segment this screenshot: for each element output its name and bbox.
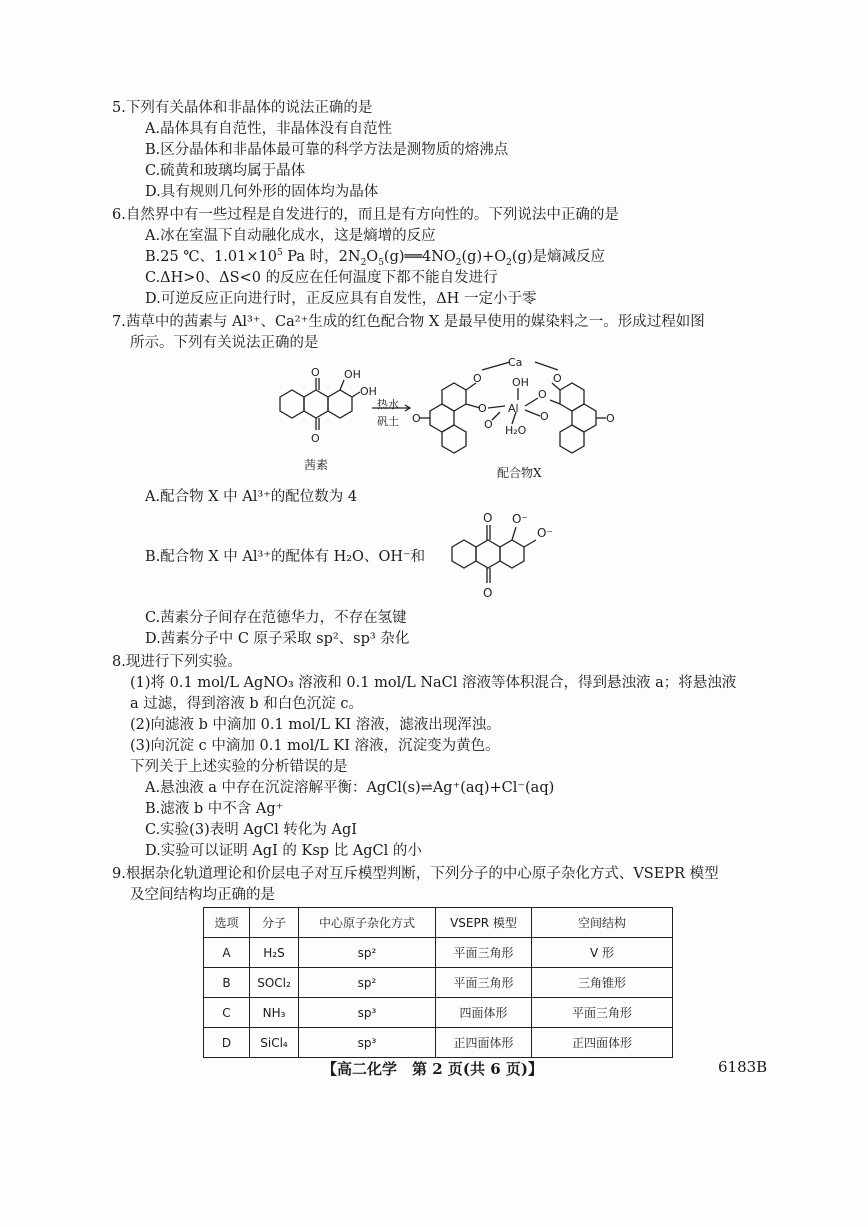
table-header: VSEPR 模型: [436, 908, 532, 938]
o-label: O: [538, 388, 547, 401]
q6-option-a: A.冰在室温下自动融化成水，这是熵增的反应: [145, 228, 436, 244]
o-label: O: [553, 372, 562, 385]
o-minus-label: O⁻: [512, 512, 528, 526]
q7-option-a: A.配合物 X 中 Al³⁺的配位数为 4: [145, 489, 358, 505]
o-label: O: [412, 412, 421, 425]
arrow-bottom-label: 矾土: [377, 415, 399, 428]
table-cell: sp³: [299, 998, 436, 1028]
q8-option-a: A.悬浊液 a 中存在沉淀溶解平衡：AgCl(s)⇌Ag⁺(aq)+Cl⁻(aq): [145, 780, 555, 796]
q6-b-sub: 2: [360, 257, 367, 268]
page-footer: 【高二化学 第 2 页(共 6 页)】: [322, 1060, 543, 1078]
table-cell: B: [204, 968, 250, 998]
table-cell: V 形: [532, 938, 673, 968]
q8-step1-cont: a 过滤，得到溶液 b 和白色沉淀 c。: [130, 696, 363, 712]
o-minus-label: O⁻: [537, 526, 553, 540]
table-cell: 平面三角形: [436, 968, 532, 998]
q8-option-d: D.实验可以证明 AgI 的 Ksp 比 AgCl 的小: [145, 843, 422, 859]
q6-b-part: (g)+O: [461, 249, 507, 265]
q8-step3: (3)向沉淀 c 中滴加 0.1 mol/L KI 溶液，沉淀变为黄色。: [130, 738, 500, 754]
hybridization-table: [203, 907, 673, 1058]
ligand-structure: [442, 507, 577, 607]
table-header: 中心原子杂化方式: [299, 908, 436, 938]
q7-option-c: C.茜素分子间存在范德华力，不存在氢键: [145, 610, 407, 626]
o-label: O: [311, 366, 320, 379]
q8-option-b: B.滤液 b 中不含 Ag⁺: [145, 801, 284, 817]
q8-stem: 8.现进行下列实验。: [112, 654, 242, 670]
q6-b-part: O: [366, 249, 379, 265]
q6-b-part: (g)══4NO: [383, 249, 456, 265]
table-cell: 四面体形: [436, 998, 532, 1028]
q8-option-c: C.实验(3)表明 AgCl 转化为 AgI: [145, 822, 358, 838]
o-label: O: [483, 511, 493, 525]
q6-b-sub: 5: [378, 257, 384, 268]
table-cell: 三角锥形: [532, 968, 673, 998]
oh-label: OH: [360, 385, 377, 398]
table-cell: 正四面体形: [436, 1028, 532, 1058]
complex-x-label: 配合物X: [497, 466, 542, 480]
q8-ask: 下列关于上述实验的分析错误的是: [130, 759, 348, 775]
table-cell: A: [204, 938, 250, 968]
o-label: O: [473, 372, 482, 385]
q7-option-d: D.茜素分子中 C 原子采取 sp²、sp³ 杂化: [145, 631, 410, 647]
table-row: [204, 1028, 673, 1058]
table-cell: sp²: [299, 938, 436, 968]
paper-code: 6183B: [718, 1058, 768, 1076]
o-label: O: [540, 410, 549, 423]
q5-stem: 5.下列有关晶体和非晶体的说法正确的是: [112, 100, 373, 116]
o-label: O: [484, 418, 493, 431]
q6-b-part: (g)是熵减反应: [511, 249, 605, 265]
o-label: O: [311, 432, 320, 445]
o-label: O: [606, 412, 615, 425]
q6-b-sub: 2: [455, 257, 462, 268]
table-cell: 平面三角形: [436, 938, 532, 968]
q5-option-c: C.硫黄和玻璃均属于晶体: [145, 163, 306, 179]
table-header: 空间结构: [532, 908, 673, 938]
oh-label: OH: [512, 376, 529, 389]
table-cell: SiCl₄: [250, 1028, 299, 1058]
table-cell: sp³: [299, 1028, 436, 1058]
q8-step1: (1)将 0.1 mol/L AgNO₃ 溶液和 0.1 mol/L NaCl 溶液等体积混合，得到悬浊液 a；将悬浊液: [130, 675, 737, 691]
q5-option-b: B.区分晶体和非晶体最可靠的科学方法是测物质的熔沸点: [145, 142, 509, 158]
table-cell: sp²: [299, 968, 436, 998]
q5-option-d: D.具有规则几何外形的固体均为晶体: [145, 184, 379, 200]
q6-stem: 6.自然界中有一些过程是自发进行的，而且是有方向性的。下列说法中正确的是: [112, 207, 619, 223]
table-row: [204, 938, 673, 968]
table-cell: NH₃: [250, 998, 299, 1028]
table-cell: H₂S: [250, 938, 299, 968]
q7-stem: 7.茜草中的茜素与 Al³⁺、Ca²⁺生成的红色配合物 X 是最早使用的媒染料之一。形成过程如图: [112, 314, 705, 330]
table-cell: SOCl₂: [250, 968, 299, 998]
al-label: Al: [508, 402, 519, 415]
oh-label: OH: [344, 368, 361, 381]
q9-stem: 9.根据杂化轨道理论和价层电子对互斥模型判断，下列分子的中心原子杂化方式、VSEPR 模型: [112, 866, 719, 882]
q5-option-a: A.晶体具有自范性，非晶体没有自范性: [145, 121, 393, 137]
table-header-row: [204, 908, 673, 938]
table-cell: C: [204, 998, 250, 1028]
table-cell: 正四面体形: [532, 1028, 673, 1058]
o-label: O: [478, 402, 487, 415]
table-row: [204, 998, 673, 1028]
table-cell: D: [204, 1028, 250, 1058]
q6-b-sub: 2: [506, 257, 512, 268]
q7-stem-cont: 所示。下列有关说法正确的是: [130, 335, 319, 351]
q8-step2: (2)向滤液 b 中滴加 0.1 mol/L KI 溶液，滤液出现浑浊。: [130, 717, 501, 733]
q6-b-part: B.25 ℃、1.01×10: [145, 249, 277, 265]
table-header: 分子: [250, 908, 299, 938]
o-label: O: [483, 586, 493, 600]
q6-b-sup: 5: [276, 248, 283, 259]
table-header: 选项: [204, 908, 250, 938]
q7-option-b: B.配合物 X 中 Al³⁺的配体有 H₂O、OH⁻和: [145, 549, 426, 565]
alizarin-label: 茜素: [304, 458, 329, 472]
q6-b-part: Pa 时，2N: [282, 249, 361, 265]
q6-option-c: C.ΔH>0、ΔS<0 的反应在任何温度下都不能自发进行: [145, 270, 498, 286]
q9-stem-cont: 及空间结构均正确的是: [130, 887, 275, 903]
h2o-label: H₂O: [505, 424, 527, 437]
ca-label: Ca: [508, 356, 523, 369]
arrow-top-label: 热水: [377, 398, 399, 411]
table-cell: 平面三角形: [532, 998, 673, 1028]
q6-option-b: [145, 247, 605, 267]
table-row: [204, 968, 673, 998]
q6-option-d: D.可逆反应正向进行时，正反应具有自发性，ΔH 一定小于零: [145, 291, 537, 307]
